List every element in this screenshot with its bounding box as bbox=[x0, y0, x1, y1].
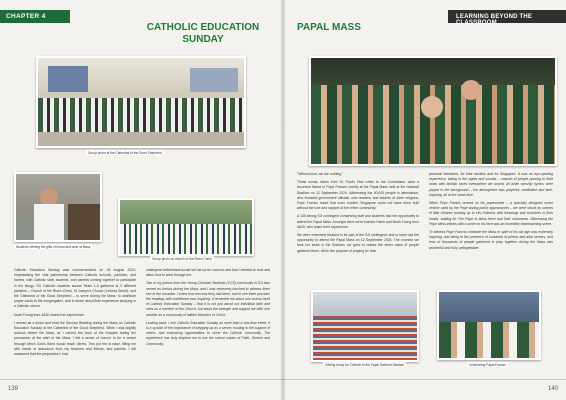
section-label: LEARNING BEYOND THE CLASSROOM bbox=[448, 10, 566, 23]
paragraph: undergone beforehand would set me up for success and that I needed to trust and allow God to work through me. bbox=[146, 268, 270, 278]
lector-photo bbox=[14, 172, 102, 242]
paragraph: Noah Foong from 4A20 shared his experience: bbox=[14, 312, 85, 317]
paragraph: Looking back, I see Catholic Education Sunday as more than a one-time event; it is a symbol of the importance of stepping up as a server, trusting in the support of others, and embracing opportunities to serve the Catholic community. The experience has truly inspired me to live the school values of Faith, Service and Community. bbox=[146, 320, 270, 346]
paragraph: Two of my juniors from the Young Christian Students (YCS) community in SJI also served as lectors during the Mass, and I was extremely touched to witness them rise to the occasion. I knew how nervous they had been, and to see them proclaim the readings with confidence was inspiring. It reminded me about one crucial facet of Catholic Education Sunday – that it is not just about our individual faith and roles as a member of the Church, but about the strength and support we offer one another as a community of faithful followers of Christ. bbox=[146, 281, 270, 317]
photo-caption: Students offering the gifts of bread and wine at Mass bbox=[16, 244, 91, 249]
paragraph: I served as a lector and read the Second Reading during the Mass on Catholic Education Sunday at the Cathedral of the Good Shepherd. While I was slightly anxious before the Mass, as I carried the book of the Gospels during the procession at the start of the Mass, I felt a sense of honour to be a vessel through which God's Word would reach others. This put me at ease, filling me with hands of assurance from my teachers and friends, and parents. I felt reassured that the preparation I had bbox=[14, 320, 136, 357]
students-celebrating-photo bbox=[437, 290, 541, 360]
paragraph: These words, taken from St. Paul's First Letter to the Corinthians, were a recurrent theme in Pope Francis' homily at the Papal Mass held at the National Stadium on 12 September 2024. Addressing the 50,000 people in attendance, who included government officials, civic leaders, and leaders of other religions, Pope Francis noted that even modern Singapore could not have been built without the love and support of the entire community. bbox=[297, 180, 419, 211]
footer-rule bbox=[283, 379, 566, 380]
paragraph: A 140-strong SJI contingent comprising staff and students had the opportunity to attend the Papal Mass. Amongst them were Kaedon Hsieh and Noah Foong from 4A20, who share their experience: bbox=[297, 214, 419, 229]
title-line-1: CATHOLIC EDUCATION bbox=[146, 22, 260, 33]
page-title bbox=[138, 22, 268, 46]
photo-caption: Celebrating Papal Francis bbox=[469, 362, 506, 367]
right-page bbox=[283, 0, 566, 400]
footer-rule bbox=[0, 379, 283, 380]
cathedral-group-photo bbox=[36, 56, 246, 148]
paragraph: When Pope Francis arrived on his popemobile – a specially designed motor vehicle used by the Pope during public appearances – we were struck by scenes of little children running up to His Holiness with blessings and crucifixes in their hands, waiting for The Pope to bless them and their ornaments. Witnessing the Pope bless infants with a smile on his face was an incredibly heartwarming scene. bbox=[429, 201, 553, 226]
paragraph: Catholic Education Sunday was commemorated on 25 August 2024, emphasising the vital partnership between Catholic schools, parishes, and homes, with Catholic staff, students, and parents coming together to participate in the liturgy. SJI Catholic students across Years 1-6 gathered at 3 different parishes – Church of the Risen Christ, St Joseph's Church (Victoria Street), and the Cathedral of the Good Shepherd – to serve during the Mass, to distribute prayer cards to the congregation, and to share about their experience studying in a Catholic school. bbox=[14, 268, 136, 309]
article-body-column-2 bbox=[146, 268, 270, 378]
photo-caption: Group photo on church of the Risen Christ bbox=[152, 256, 212, 261]
page-number: 140 bbox=[547, 386, 558, 392]
paragraph: "Without love, we are nothing." bbox=[297, 172, 344, 176]
papal-mass-crowd-photo bbox=[309, 56, 557, 166]
page-number: 139 bbox=[8, 386, 19, 392]
page-gutter bbox=[280, 0, 286, 400]
paragraph: To witness Pope Francis celebrate the Mass in spite of his old age was extremely inspiring, and being in the presence of hundreds of priests and altar servers, and tens of thousands of people gathered to pray together during the Mass was wonderful and truly unforgettable. bbox=[429, 230, 553, 250]
photo-caption: Getting ready for Catholic to the Papal National Stadium bbox=[325, 362, 405, 367]
page-title: PAPAL MASS bbox=[297, 22, 361, 33]
paragraph: personal intentions, for their families and for Singapore. It was an eye-opening experience, taking in the sights and sounds – masses of people pouring to their seats with familiar faces everywhere we turned, all while worship hymns were played in the background – the atmosphere was prayerful, meditative and awe-inspiring, all at the same time. bbox=[429, 172, 553, 197]
title-line-2: SUNDAY bbox=[182, 34, 224, 45]
national-stadium-photo bbox=[311, 290, 419, 362]
chapter-label: CHAPTER 4 bbox=[0, 10, 70, 23]
photo-caption: Group photo at the Cathedral of the Good Shepherd bbox=[88, 150, 162, 155]
article-body-column-1 bbox=[14, 268, 136, 378]
risen-christ-group-photo bbox=[118, 198, 254, 256]
paragraph: We were extremely blessed to be part of the SJI contingent, and to have had the opportunity to attend the Papal Mass on 12 September 2024. The moment we took our seats in the Stadium, we grew to realise the sheer mass of people gathered there, all for the purpose of praying for their bbox=[297, 233, 419, 253]
